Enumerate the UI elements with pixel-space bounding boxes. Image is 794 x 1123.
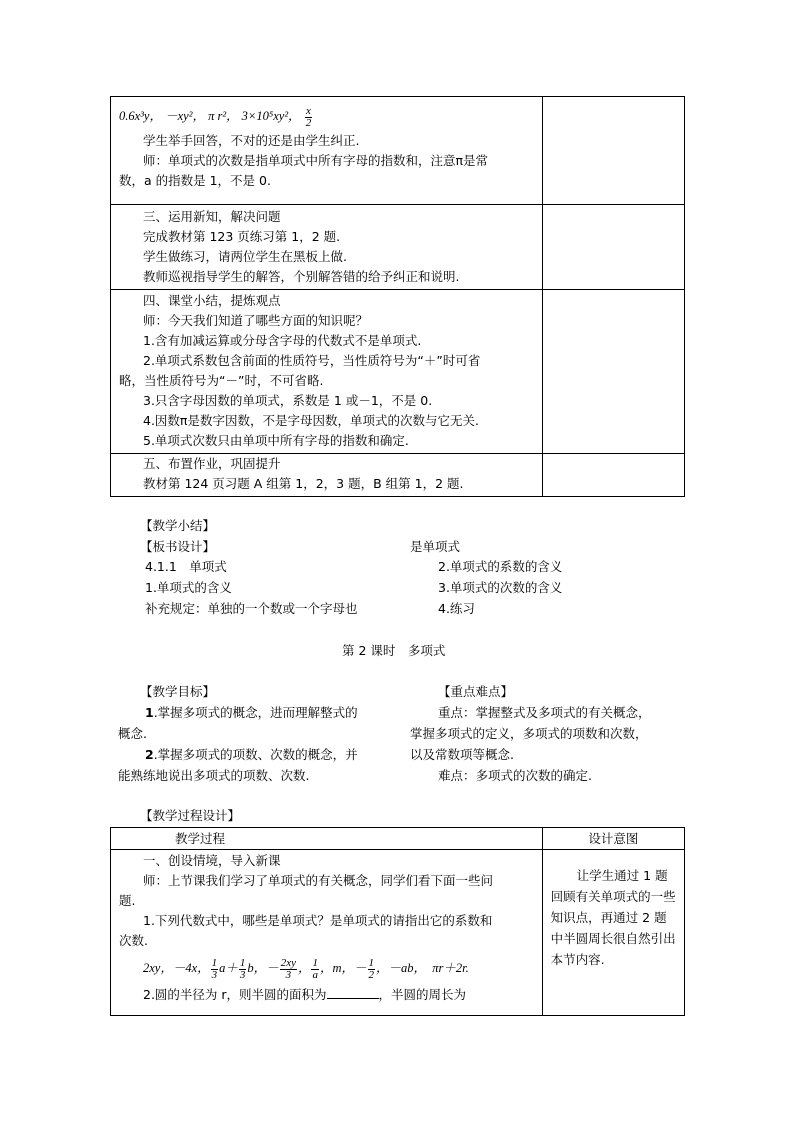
text-line: 师：上节课我们学习了单项式的有关概念，同学们看下面一些问 — [143, 873, 494, 888]
table1-row3-side — [542, 290, 684, 454]
section-heading: 五、布置作业，巩固提升 — [143, 456, 281, 471]
section-heading: 三、运用新知，解决问题 — [143, 209, 281, 224]
board-design-title: 【板书设计】 — [140, 539, 216, 554]
board-left-line-1: 4.1.1 单项式 — [145, 559, 227, 574]
table2-row1-main — [111, 850, 543, 1016]
text-line: 数，a 的指数是 1，不是 0. — [119, 173, 271, 188]
goal-item-2: 2.掌握多项式的项数、次数的概念，并 — [145, 747, 358, 762]
text-line: 教师巡视指导学生的解答，个别解答错的给予纠正和说明. — [143, 269, 460, 284]
text-line: 师：单项式的次数是指单项式中所有字母的指数和，注意π是常 — [143, 153, 489, 168]
text-line: 略，当性质符号为“－”时，不可省略. — [119, 373, 324, 388]
table1-row4-side — [542, 454, 684, 497]
text-line: 师：今天我们知道了哪些方面的知识呢？ — [143, 313, 369, 328]
text-line: 5.单项式次数只由单项中所有字母的指数和确定. — [143, 433, 409, 448]
text-line: 1.下列代数式中，哪些是单项式？是单项式的请指出它的系数和 — [143, 913, 493, 928]
keypoints-title: 【重点难点】 — [438, 684, 514, 699]
process-table — [110, 827, 685, 1016]
keypoint-line-4: 难点：多项式的次数的确定. — [438, 768, 592, 783]
table1-row2-side — [542, 205, 684, 290]
text-line: 学生做练习，请两位学生在黑板上做. — [143, 249, 347, 264]
fraction: $\frac{1}{3}$ — [239, 956, 246, 981]
table1-row3-main — [111, 290, 543, 454]
header-intent-label: 设计意图 — [588, 830, 639, 846]
process-title: 【教学过程设计】 — [140, 808, 241, 823]
table2-row1-side — [542, 850, 684, 1016]
table1-row4-main — [111, 454, 543, 497]
text-line: 2.单项式系数包含前面的性质符号，当性质符号为“＋”时可省 — [143, 353, 481, 368]
fraction: $\frac{2xy}{3}$ — [280, 956, 296, 981]
table1-row1-side — [542, 97, 684, 205]
header-intent — [542, 828, 684, 850]
lesson2-title: 第 2 课时 多项式 — [342, 643, 446, 658]
board-right-line-2: 2.单项式的系数的含义 — [438, 559, 563, 574]
board-right-line-4: 4.练习 — [438, 601, 475, 616]
section-heading: 一、创设情境，导入新课 — [143, 853, 281, 868]
text-line: 完成教材第 123 页练习第 1，2 题. — [143, 229, 341, 244]
goal-item-1: 1.掌握多项式的概念，进而理解整式的 — [145, 705, 358, 720]
board-right-line-1: 是单项式 — [410, 539, 461, 554]
monomial-list: 0.6x³y， －xy²， π r²， 3×10⁵xy²， — [119, 109, 301, 123]
table1-row1-main — [111, 97, 543, 205]
text-line: 3.只含字母因数的单项式，系数是 1 或－1，不是 0. — [143, 393, 433, 408]
fraction: $\frac{1}{a}$ — [312, 956, 318, 981]
goal-item-2-cont: 能熟练地说出多项式的项数、次数. — [118, 768, 310, 783]
expression-list: 2xy，－4x， $\frac{1}{3}$ a＋ $\frac{1}{3}$ b，－ $\frac{2xy}{3}$ ， $\frac{1}{a}$ ，m，－ $\frac{1}{2}$ ，－ab， πr＋2r. — [143, 956, 469, 981]
monomial-examples — [119, 101, 534, 131]
process-table-continued — [110, 96, 685, 497]
fraction-x-over-2: $\frac{x}{2}$ — [305, 104, 312, 129]
question-2: 2.圆的半径为 r，则半圆的面积为 ，半圆的周长为 — [143, 987, 467, 1002]
table1-row2-main — [111, 205, 543, 290]
header-process-label: 教学过程 — [175, 830, 226, 846]
keypoint-line-2: 掌握多项式的定义，多项式的项数和次数， — [410, 726, 648, 741]
keypoint-line-1: 重点：掌握整式及多项式的有关概念， — [438, 705, 651, 720]
text-line: 学生举手回答，不对的还是由学生纠正. — [143, 133, 360, 148]
text-line: 教材第 124 页习题 A 组第 1，2，3 题，B 组第 1，2 题. — [143, 476, 464, 491]
text-line: 次数. — [119, 933, 148, 948]
keypoint-line-3: 以及常数项等概念. — [410, 747, 514, 762]
board-right-line-3: 3.单项式的次数的含义 — [438, 580, 563, 595]
summary-title: 【教学小结】 — [140, 518, 216, 533]
answer-blank — [327, 986, 379, 999]
goal-item-1-cont: 概念. — [118, 726, 147, 741]
fraction: $\frac{1}{3}$ — [211, 956, 218, 981]
text-line: 4.因数π是数字因数，不是字母因数，单项式的次数与它无关. — [143, 413, 479, 428]
board-left-line-3: 补充规定：单独的一个数或一个字母也 — [145, 601, 358, 616]
header-process — [111, 828, 543, 850]
text-line: 1.含有加减运算或分母含字母的代数式不是单项式. — [143, 333, 422, 348]
board-left-line-2: 1.单项式的含义 — [145, 580, 232, 595]
design-intent-note: 让学生通过 1 题回顾有关单项式的一些知识点，再通过 2 题中半圆周长很自然引出本节内容. — [550, 868, 676, 967]
text-line: 题. — [119, 893, 136, 908]
goals-title: 【教学目标】 — [140, 684, 216, 699]
fraction: $\frac{1}{2}$ — [368, 956, 374, 981]
section-heading: 四、课堂小结，提炼观点 — [143, 293, 281, 308]
